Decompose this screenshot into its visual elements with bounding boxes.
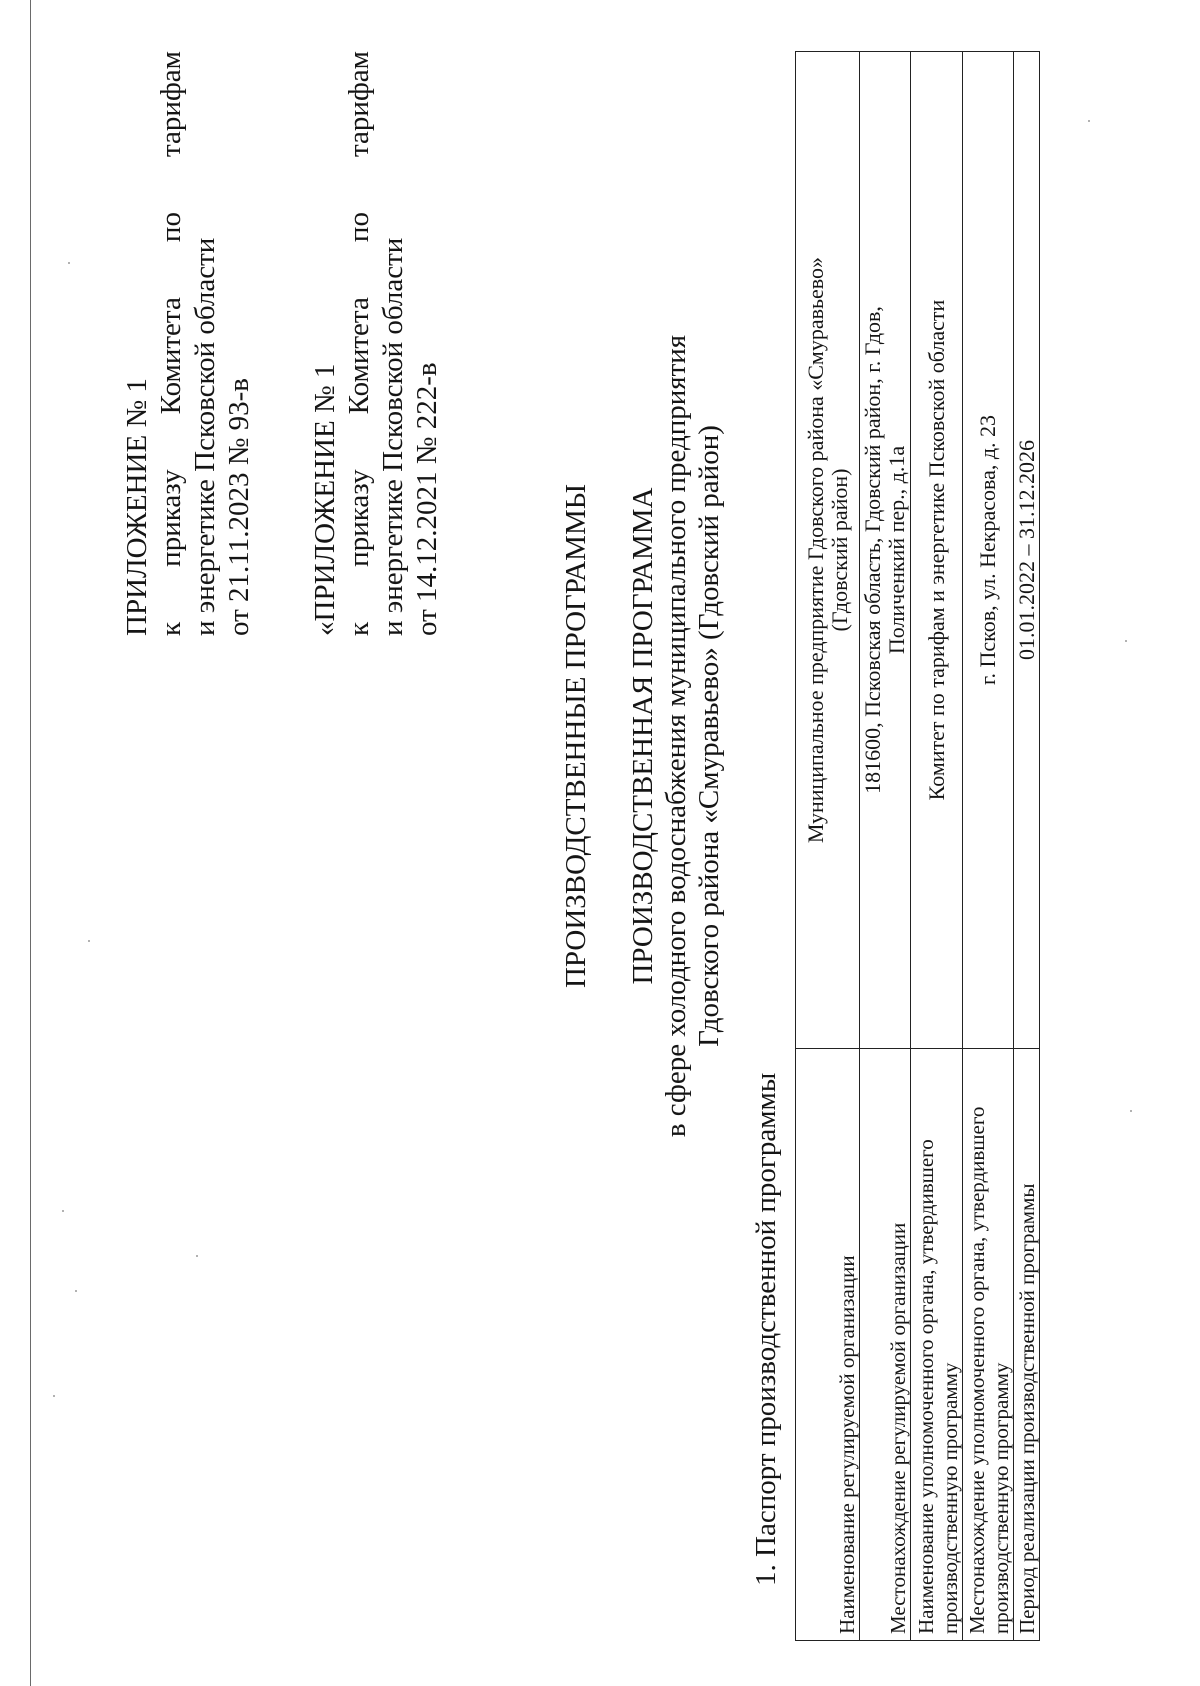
program-title: ПРОИЗВОДСТВЕННАЯ ПРОГРАММА xyxy=(627,487,659,985)
table-cell-label: Период реализации производственной программы xyxy=(1014,1049,1040,1641)
table-cell-label: Местонахождение уполномоченного органа, утвердившего производственную программу xyxy=(963,1049,1014,1641)
appendix-new-block xyxy=(120,36,256,636)
program-subtitle-2: Гдовского района «Смуравьево» (Гдовский район) xyxy=(693,425,725,1047)
main-title: ПРОИЗВОДСТВЕННЫЕ ПРОГРАММЫ xyxy=(560,483,592,989)
table-row xyxy=(911,52,963,1641)
table-cell-label: Наименование уполномоченного органа, утвердившего производственную программу xyxy=(911,1049,963,1641)
appendix-old-line2: к приказу Комитета по тарифам xyxy=(343,51,375,636)
table-row xyxy=(963,52,1014,1641)
passport-table xyxy=(795,51,1040,1641)
appendix-new-title: ПРИЛОЖЕНИЕ № 1 xyxy=(121,378,153,636)
appendix-old-line3: и энергетике Псковской области xyxy=(377,237,409,636)
table-cell-value: г. Псков, ул. Некрасова, д. 23 xyxy=(963,52,1014,1049)
appendix-new-line3: и энергетике Псковской области xyxy=(189,237,221,636)
table-cell-label: Наименование регулируемой организации xyxy=(796,1049,860,1641)
table-cell-value: Муниципальное предприятие Гдовского района «Смуравьево» (Гдовский район) xyxy=(796,52,860,1049)
appendix-old-title: «ПРИЛОЖЕНИЕ № 1 xyxy=(309,363,341,636)
table-cell-value: 181600, Псковская область, Гдовский район, г. Гдов, Поличенкий пер., д.1а xyxy=(860,52,911,1049)
section-heading: 1. Паспорт производственной программы xyxy=(750,1072,782,1586)
table-row xyxy=(1014,52,1040,1641)
table-cell-value: 01.01.2022 – 31.12.2026 xyxy=(1014,52,1040,1049)
table-row xyxy=(860,52,911,1641)
passport-table-wrap xyxy=(795,51,1040,1641)
table-row xyxy=(796,52,860,1641)
appendix-new-line2: к приказу Комитета по тарифам xyxy=(155,51,187,636)
appendix-old-block xyxy=(308,36,444,636)
table-cell-value: Комитет по тарифам и энергетике Псковской области xyxy=(911,52,963,1049)
program-subtitle-1: в сфере холодного водоснабжения муниципального предприятия xyxy=(660,334,692,1138)
table-cell-label: Местонахождение регулируемой организации xyxy=(860,1049,911,1641)
appendix-old-line4: от 14.12.2021 № 222-в xyxy=(411,362,443,636)
appendix-new-line4: от 21.11.2023 № 93-в xyxy=(223,378,255,636)
